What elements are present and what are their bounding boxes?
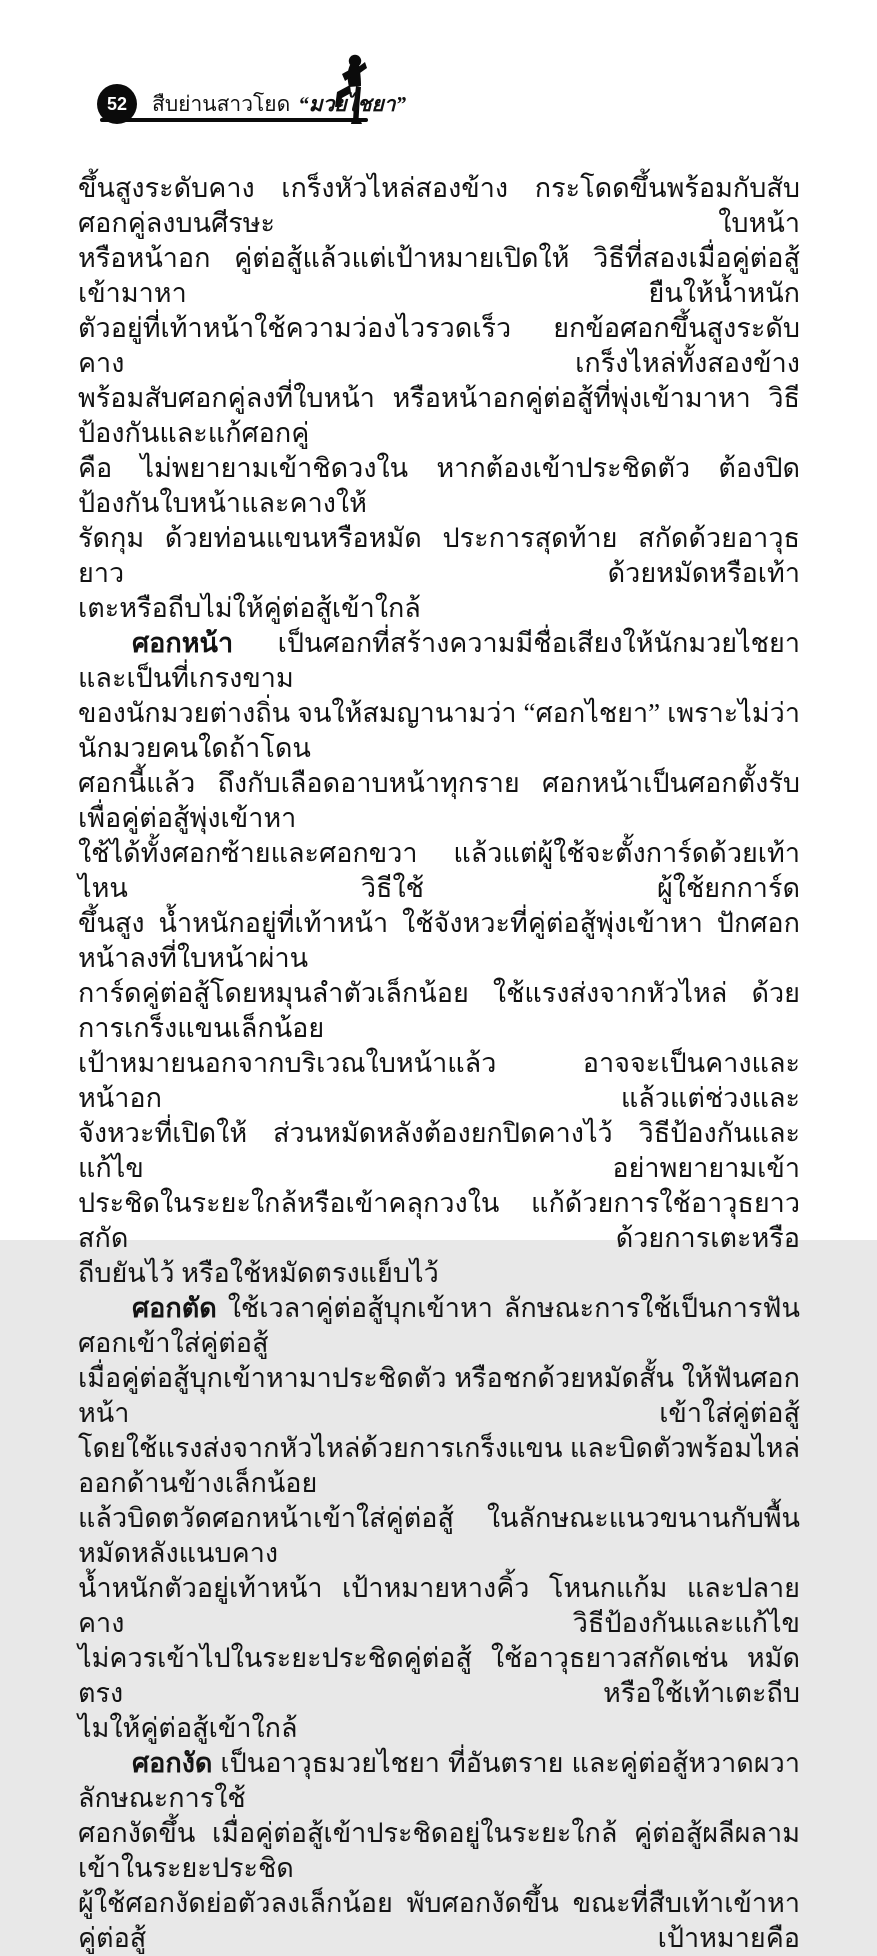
page-number-badge [97, 84, 137, 124]
text-line: ของนักมวยต่างถิ่น จนให้สมญานามว่า “ศอกไชยา” เพราะไม่ว่านักมวยคนใดถ้าโดน [78, 698, 800, 763]
text-line: ตัวอยู่ที่เท้าหน้าใช้ความว่องไวรวดเร็ว ยกข้อศอกขึ้นสูงระดับคาง เกร็งไหล่ทั้งสองข้าง [78, 313, 800, 378]
text-line: ศอกตัด ใช้เวลาคู่ต่อสู้บุกเข้าหา ลักษณะการใช้เป็นการฟันศอกเข้าใส่คู่ต่อสู้ [78, 1293, 800, 1358]
text-line: เมื่อคู่ต่อสู้บุกเข้าหามาประชิดตัว หรือชกด้วยหมัดสั้น ให้ฟันศอกหน้า เข้าใส่คู่ต่อสู้ [78, 1363, 800, 1428]
text-line: ศอกงัดขึ้น เมื่อคู่ต่อสู้เข้าประชิดอยู่ในระยะใกล้ คู่ต่อสู้ผลีผลามเข้าในระยะประชิด [78, 1818, 800, 1883]
paragraph-sok-tat [78, 1291, 800, 1746]
text-line: ไมให้คู่ต่อสู้เข้าใกล้ [78, 1713, 298, 1743]
text-line: ผู้ใช้ศอกงัดย่อตัวลงเล็กน้อย พับศอกงัดขึ้น ขณะที่สืบเท้าเข้าหาคู่ต่อสู้ เป้าหมายคือ [78, 1888, 800, 1953]
text-line: ศอกนี้แล้ว ถึงกับเลือดอาบหน้าทุกราย ศอกหน้าเป็นศอกตั้งรับเพื่อคู่ต่อสู้พุ่งเข้าหา [78, 768, 800, 833]
text-line: คือ ไม่พยายามเข้าชิดวงใน หากต้องเข้าประชิดตัว ต้องปิดป้องกันใบหน้าและคางให้ [78, 453, 800, 518]
chapter-title [152, 88, 406, 120]
text-line: การ์ดคู่ต่อสู้โดยหมุนลำตัวเล็กน้อย ใช้แรงส่งจากหัวไหล่ ด้วยการเกร็งแขนเล็กน้อย [78, 978, 800, 1043]
text-line: รัดกุม ด้วยท่อนแขนหรือหมัด ประการสุดท้าย สกัดด้วยอาวุธยาว ด้วยหมัดหรือเท้า [78, 523, 800, 588]
text-line: ศอกงัด เป็นอาวุธมวยไชยา ที่อันตราย และคู่ต่อสู้หวาดผวา ลักษณะการใช้ [78, 1748, 800, 1813]
page-number: 52 [106, 93, 128, 114]
paragraph-lead: ศอกหน้า [132, 628, 234, 658]
text-line: จังหวะที่เปิดให้ ส่วนหมัดหลังต้องยกปิดคางไว้ วิธีป้องกันและแก้ไข อย่าพยายามเข้า [78, 1118, 800, 1183]
paragraph-lead: ศอกงัด [132, 1748, 213, 1778]
text-line: ศอกหน้า เป็นศอกที่สร้างความมีชื่อเสียงให้นักมวยไชยา และเป็นที่เกรงขาม [78, 628, 800, 693]
paragraph-sok-ngat [78, 1746, 800, 1956]
text-line: พร้อมสับศอกคู่ลงที่ใบหน้า หรือหน้าอกคู่ต่อสู้ที่พุ่งเข้ามาหา วิธีป้องกันและแก้ศอกคู่ [78, 383, 800, 448]
text-line: ขึ้นสูง น้ำหนักอยู่ที่เท้าหน้า ใช้จังหวะที่คู่ต่อสู้พุ่งเข้าหา ปักศอกหน้าลงที่ใบหน้าผ่าน [78, 908, 800, 973]
text-line: เตะหรือถีบไม่ให้คู่ต่อสู้เข้าใกล้ [78, 593, 421, 623]
text-line: หรือหน้าอก คู่ต่อสู้แล้วแต่เป้าหมายเปิดให้ วิธีที่สองเมื่อคู่ต่อสู้เข้ามาหา ยืนให้น้ำหนัก [78, 243, 800, 308]
text-line: ขึ้นสูงระดับคาง เกร็งหัวไหล่สองข้าง กระโดดขึ้นพร้อมกับสับศอกคู่ลงบนศีรษะ ใบหน้า [78, 173, 800, 238]
text-line: น้ำหนักตัวอยู่เท้าหน้า เป้าหมายหางคิ้ว โหนกแก้ม และปลายคาง วิธีป้องกันและแก้ไข [78, 1573, 800, 1638]
text-line: ใช้ได้ทั้งศอกซ้ายและศอกขวา แล้วแต่ผู้ใช้จะตั้งการ์ดด้วยเท้าไหน วิธีใช้ ผู้ใช้ยกการ์ด [78, 838, 800, 903]
chapter-title-text: สืบย่านสาวโยด [152, 91, 291, 116]
text-line: ไม่ควรเข้าไปในระยะประชิดคู่ต่อสู้ ใช้อาวุธยาวสกัดเช่น หมัดตรง หรือใช้เท้าเตะถีบ [78, 1643, 800, 1708]
text-line: ถีบยันไว้ หรือใช้หมัดตรงแย็บไว้ [78, 1258, 439, 1288]
chapter-title-quoted: “มวยไชยา” [298, 91, 407, 116]
text-line: เป้าหมายนอกจากบริเวณใบหน้าแล้ว อาจจะเป็นคางและหน้าอก แล้วแต่ช่วงและ [78, 1048, 800, 1113]
text-line: แล้วบิดตวัดศอกหน้าเข้าใส่คู่ต่อสู้ ในลักษณะแนวขนานกับพื้น หมัดหลังแนบคาง [78, 1503, 800, 1568]
text-line: โดยใช้แรงส่งจากหัวไหล่ด้วยการเกร็งแขน และบิดตัวพร้อมไหล่ออกด้านข้างเล็กน้อย [78, 1433, 800, 1498]
paragraph-continuation [78, 171, 800, 626]
paragraph-lead: ศอกตัด [132, 1293, 217, 1323]
page-body [78, 171, 800, 1956]
paragraph-sok-na [78, 626, 800, 1291]
text-line: ประชิดในระยะใกล้หรือเข้าคลุกวงใน แก้ด้วยการใช้อาวุธยาวสกัด ด้วยการเตะหรือ [78, 1188, 800, 1253]
